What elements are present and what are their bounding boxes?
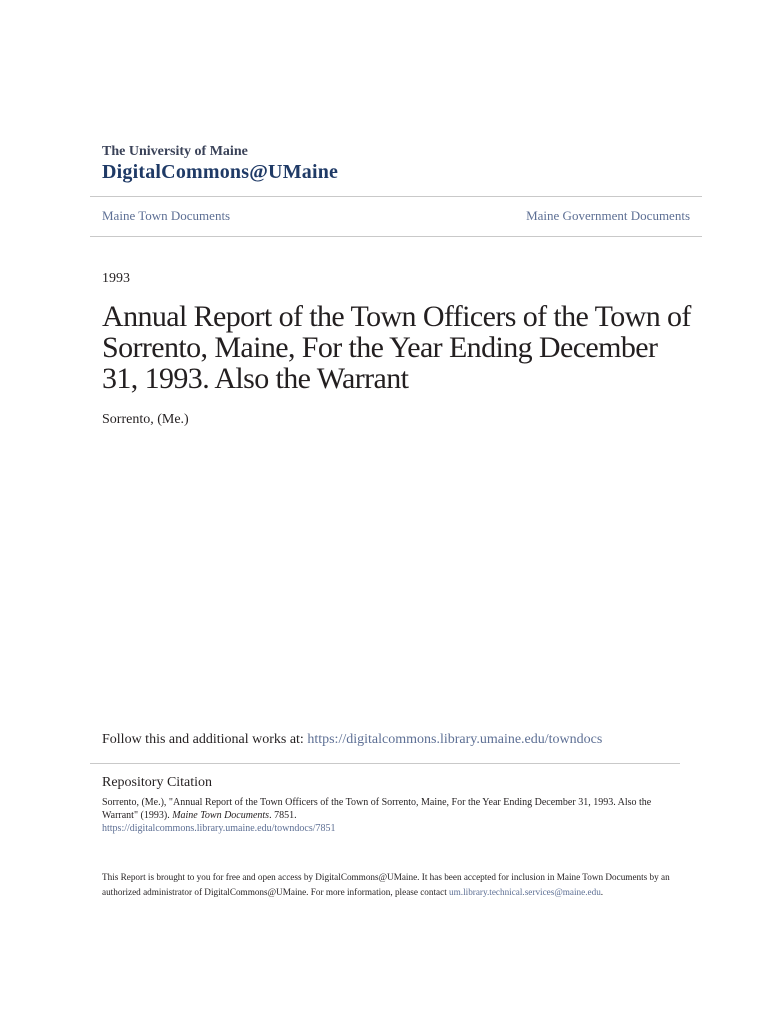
citation-main: Sorrento, (Me.), "Annual Report of the Town Officers of the Town of Sorrento, Maine, For the Year Ending December 31, 1993. Also the Warrant" (1993). (102, 797, 652, 821)
repository-logo-text[interactable]: DigitalCommons@UMaine (102, 161, 339, 183)
citation-number: . 7851. (269, 810, 297, 821)
citation-link[interactable]: https://digitalcommons.library.umaine.edu/towndocs/7851 (102, 823, 336, 834)
follow-label: Follow this and additional works at: (102, 732, 308, 747)
follow-line (102, 732, 602, 748)
contact-email-link[interactable]: um.library.technical.services@maine.edu (449, 887, 601, 897)
access-notice (102, 870, 682, 900)
collection-link-government-documents[interactable]: Maine Government Documents (526, 208, 690, 223)
divider (90, 196, 702, 197)
follow-link[interactable]: https://digitalcommons.library.umaine.edu/towndocs (307, 732, 603, 747)
citation-text (102, 796, 672, 835)
citation-heading: Repository Citation (102, 775, 213, 790)
divider (90, 236, 702, 237)
document-author: Sorrento, (Me.) (102, 412, 189, 427)
access-notice-text: This Report is brought to you for free and open access by DigitalCommons@UMaine. It has been accepted for inclusion in Maine Town Documents by an authorized administrator of DigitalCommons@UMaine. For more information, please contact (102, 872, 670, 897)
university-name: The University of Maine (102, 144, 248, 159)
document-title: Annual Report of the Town Officers of the Town of Sorrento, Maine, For the Year Ending December 31, 1993. Also the Warrant (102, 300, 691, 395)
citation-series: Maine Town Documents (172, 810, 270, 821)
divider (90, 763, 680, 764)
collection-link-town-documents[interactable]: Maine Town Documents (102, 208, 231, 223)
access-notice-end: . (600, 887, 604, 897)
document-year: 1993 (102, 271, 130, 286)
